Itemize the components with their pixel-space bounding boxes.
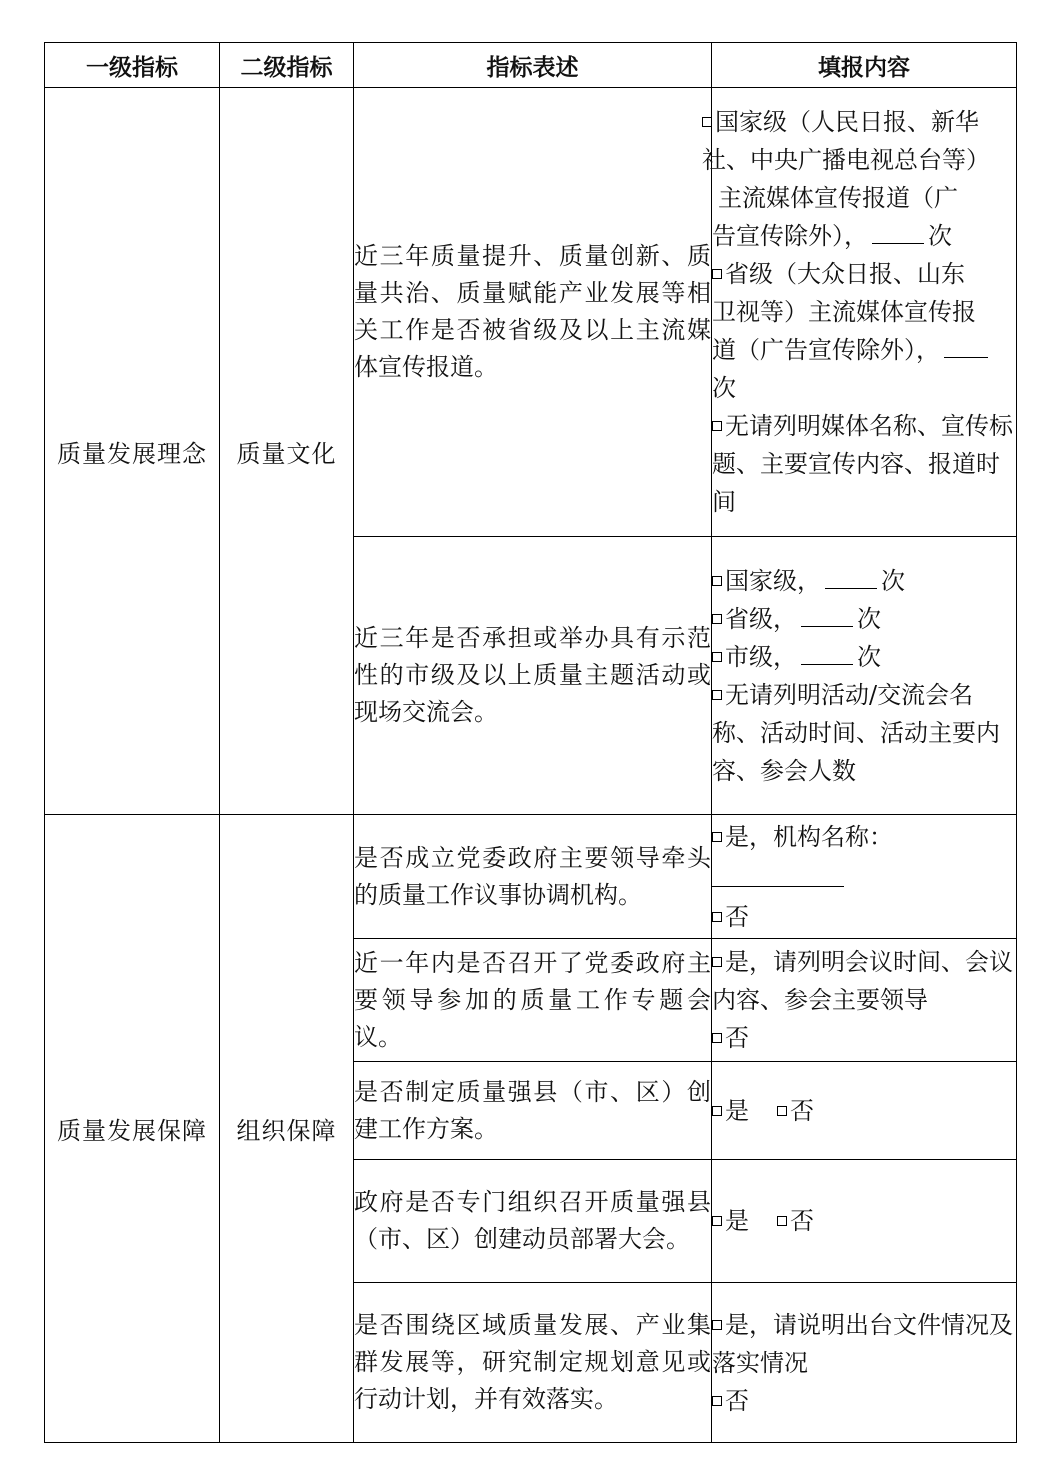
national-count-field[interactable]: [872, 221, 924, 244]
indicator-description: 是否围绕区域质量发展、产业集群发展等，研究制定规划意见或行动计划，并有效落实。: [354, 1283, 712, 1443]
agency-name-field[interactable]: [712, 856, 844, 887]
level2-organization-guarantee: 组织保障: [220, 815, 354, 1443]
indicator-description: 近三年是否承担或举办具有示范性的市级及以上质量主题活动或现场交流会。: [354, 537, 712, 815]
yes-checkbox[interactable]: [712, 1106, 722, 1116]
fill-text: 告宣传除外），: [712, 222, 868, 250]
fill-content: 是，请列明会议时间、会议内容、参会主要领导 否: [712, 939, 1017, 1062]
no-checkbox[interactable]: [777, 1106, 787, 1116]
fill-text: 主流媒体宣传报道（广: [718, 184, 958, 212]
no-checkbox[interactable]: [777, 1216, 787, 1226]
no-checkbox[interactable]: [712, 1033, 722, 1043]
yes-checkbox[interactable]: [712, 832, 722, 842]
indicator-description: 是否成立党委政府主要领导牵头的质量工作议事协调机构。: [354, 815, 712, 939]
fill-text: 社、中央广播电视总台等）: [702, 146, 990, 174]
yes-checkbox[interactable]: [712, 1320, 722, 1330]
yes-checkbox[interactable]: [712, 1216, 722, 1226]
header-level2: 二级指标: [220, 43, 354, 88]
city-checkbox[interactable]: [712, 652, 722, 662]
no-checkbox[interactable]: [712, 1396, 722, 1406]
header-description: 指标表述: [354, 43, 712, 88]
fill-text: 卫视等）主流媒体宣传报: [712, 298, 976, 326]
header-level1: 一级指标: [45, 43, 220, 88]
table-row: [45, 815, 1017, 939]
city-count-field[interactable]: [801, 642, 853, 665]
fill-content: 是，机构名称： 否: [712, 815, 1017, 939]
national-count-field[interactable]: [825, 566, 877, 589]
none-checkbox[interactable]: [712, 421, 722, 431]
indicator-description: 政府是否专门组织召开质量强县（市、区）创建动员部署大会。: [354, 1160, 712, 1283]
yes-checkbox[interactable]: [712, 957, 722, 967]
fill-text: 次: [712, 374, 736, 402]
province-count-field[interactable]: [944, 335, 988, 358]
level1-quality-guarantee: 质量发展保障: [45, 815, 220, 1443]
fill-content: 是，请说明出台文件情况及落实情况 否: [712, 1283, 1017, 1443]
national-checkbox[interactable]: [712, 576, 722, 586]
province-checkbox[interactable]: [712, 269, 722, 279]
header-row: [45, 43, 1017, 88]
indicator-table: [44, 42, 1017, 1443]
header-fill-content: 填报内容: [712, 43, 1017, 88]
level1-quality-concept: 质量发展理念: [45, 88, 220, 815]
fill-content: 国家级（人民日报、新华 社、中央广播电视总台等） 主流媒体宣传报道（广 告宣传除外）， 次 省级（大众日报、山东 卫视等）主流媒体宣传报 道（广告宣传除外）， 次 无请列明媒体名称、宣传标题、主要宣传内容、报道时间: [712, 88, 1017, 537]
fill-content: 是 否: [712, 1160, 1017, 1283]
indicator-description: 近一年内是否召开了党委政府主要领导参加的质量工作专题会议。: [354, 939, 712, 1062]
indicator-description: 是否制定质量强县（市、区）创建工作方案。: [354, 1062, 712, 1160]
province-count-field[interactable]: [801, 604, 853, 627]
indicator-description: 近三年质量提升、质量创新、质量共治、质量赋能产业发展等相关工作是否被省级及以上主流媒体宣传报道。: [354, 88, 712, 537]
level2-quality-culture: 质量文化: [220, 88, 354, 815]
none-checkbox[interactable]: [712, 690, 722, 700]
no-checkbox[interactable]: [712, 912, 722, 922]
fill-text: 道（广告宣传除外），: [712, 336, 940, 364]
province-checkbox[interactable]: [712, 614, 722, 624]
national-checkbox[interactable]: [702, 117, 712, 127]
fill-content: 国家级， 次 省级， 次 市级， 次 无请列明活动/交流会名称、活动时间、活动主要内容、参会人数: [712, 537, 1017, 815]
table-row: [45, 88, 1017, 537]
fill-content: 是 否: [712, 1062, 1017, 1160]
